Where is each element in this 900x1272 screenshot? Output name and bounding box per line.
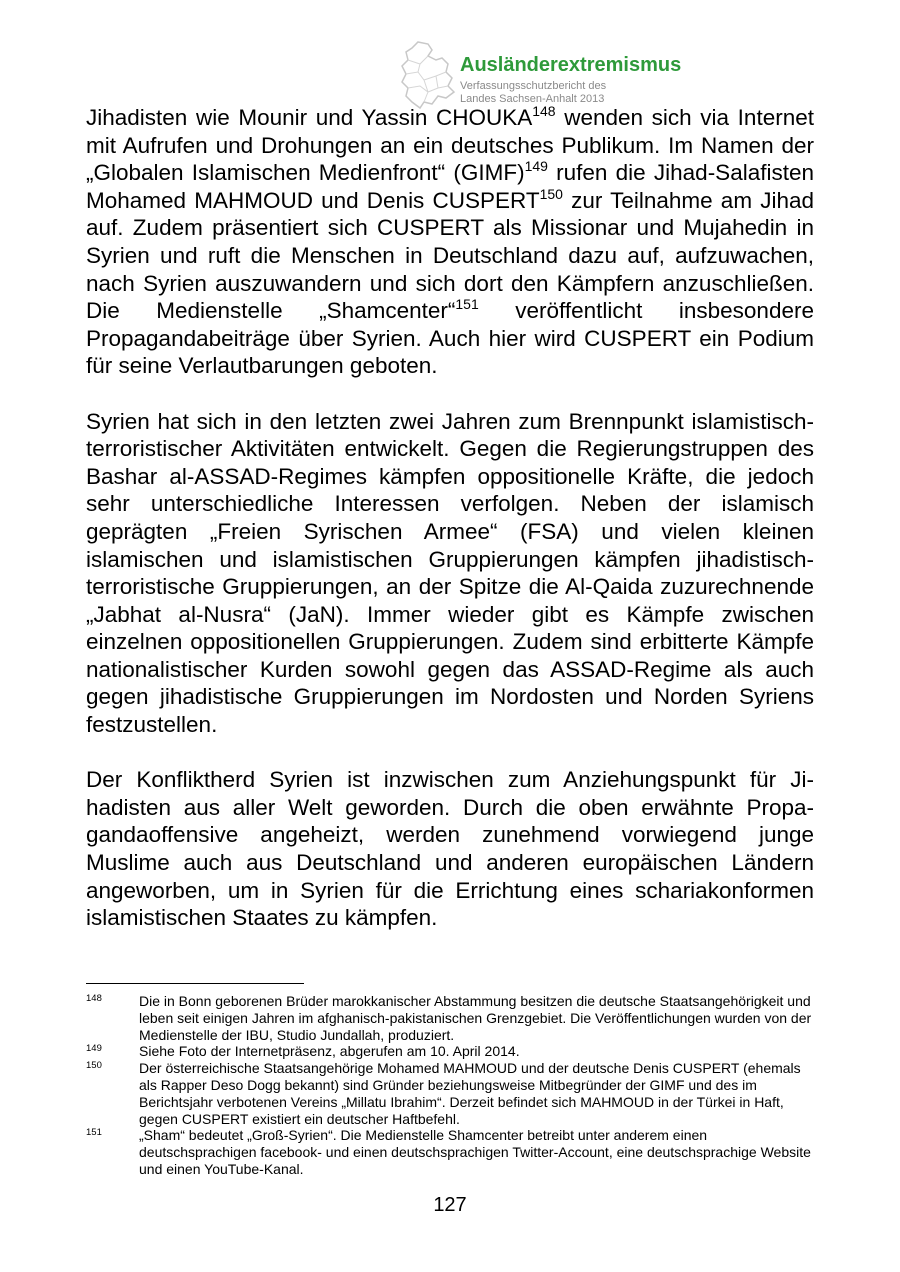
footnotes bbox=[86, 993, 814, 1178]
footnote-ref-150: 150 bbox=[539, 185, 563, 202]
report-subtitle-line1: Verfassungsschutzbericht des bbox=[460, 80, 607, 92]
paragraph-1: Jihadisten wie Mounir und Yassin CHOUKA$^{148}$ wenden sich via Internet mit Aufrufen und Drohungen an ein deutsches Publikum. Im Namen der „Globalen Islamischen Medienfront“ (GIMF)$^{149}$ rufen die Jihad-Salafisten Mohamed MAHMOUD und Denis CUSPERT$^{150}$ zur Teilnahme am Jihad auf. Zudem präsentiert sich CUSPERT als Missionar und Mujahedin in Syrien und ruft die Menschen in Deutschland dazu auf, aufzuwachen, nach Syrien auszuwandern und sich dort den Kämpfern anzuschließen. Die Medienstelle „Shamcenter“$^{151}$ veröffentlicht insbesondere Propagandabeiträge über Syrien. Auch hier wird CUSPERT ein Podium für seine Verlautbarungen geboten. bbox=[86, 103, 814, 379]
footnote-ref-149: 149 bbox=[524, 158, 548, 175]
footnote-148 bbox=[86, 993, 814, 1043]
footnote-ref-151: 151 bbox=[455, 296, 479, 313]
footnote-separator bbox=[86, 983, 304, 984]
footnote-150 bbox=[86, 1060, 814, 1127]
page-number: 127 bbox=[433, 1194, 467, 1216]
body-text bbox=[86, 104, 814, 959]
saxony-anhalt-map-icon bbox=[398, 40, 456, 110]
footnote-number: 151 bbox=[86, 1127, 102, 1139]
footnote-number: 150 bbox=[86, 1060, 102, 1072]
footnote-ref-148: 148 bbox=[532, 103, 556, 119]
footnote-text: Die in Bonn geborenen Brüder marokkanischer Abstammung besitzen die deutsche Staatsangehörigkeit und leben seit einigen Jahren im afghanisch-pakistanischen Grenzgebiet. Die Veröffentlichungen wurden von der Medienstelle der IBU, Studio Jundallah, produziert. bbox=[139, 993, 812, 1043]
footnote-text: „Sham“ bedeutet „Groß-Syrien“. Die Medienstelle Shamcenter betreibt unter anderem einen deutschsprachigen facebook- und einen deutschsprachigen Twitter-Account, eine deutschsprachige Website und einen YouTube-Kanal. bbox=[139, 1127, 811, 1177]
paragraph-2: Syrien hat sich in den letzten zwei Jahren zum Brennpunkt islamistisch-terroristischer Aktivitäten entwickelt. Gegen die Regierungstruppen des Bashar al-ASSAD-Regimes kämpfen oppositionelle Kräfte, die jedoch sehr unterschiedliche Interessen verfolgen. Neben der islamisch geprägten „Freien Syrischen Armee“ (FSA) und vielen kleinen islamischen und islamistischen Gruppierungen kämpfen jihadistisch-terroristische Gruppierungen, an der Spitze die Al-Qaida zuzurechnende „Jabhat al-Nusra“ (JaN). Immer wieder gibt es Kämpfe zwischen einzelnen oppositionellen Gruppierungen. Zudem sind erbitterte Kämpfe nationalistischer Kurden sowohl gegen das ASSAD-Regime als auch gegen jihadistische Gruppierungen im Nordosten und Norden Syriens festzustellen. bbox=[86, 408, 814, 738]
paragraph-3: Der Konfliktherd Syrien ist inzwischen zum Anziehungspunkt für Jihadisten aus aller Welt geworden. Durch die oben erwähnte Propagandaoffensive angeheizt, werden zunehmend vorwiegend junge Muslime auch aus Deutschland und anderen europäischen Ländern angeworben, um in Syrien für die Errichtung eines schariakonformen islamistischen Staates zu kämpfen. bbox=[86, 767, 814, 931]
footnote-151 bbox=[86, 1127, 814, 1177]
page-header bbox=[398, 40, 818, 110]
section-title: Ausländerextremismus bbox=[460, 54, 682, 76]
report-subtitle-line2: Landes Sachsen-Anhalt 2013 bbox=[460, 93, 605, 105]
footnote-text: Siehe Foto der Internetpräsenz, abgerufen am 10. April 2014. bbox=[139, 1043, 520, 1060]
footnote-number: 148 bbox=[86, 993, 102, 1004]
footnote-number: 149 bbox=[86, 1043, 102, 1055]
footnote-text: Der österreichische Staatsangehörige Mohamed MAHMOUD und der deutsche Denis CUSPERT (ehemals als Rapper Deso Dogg bekannt) sind Gründer beziehungsweise Mitbegründer der GIMF und des im Berichtsjahr verbotenen Vereins „Millatu Ibrahim“. Derzeit befindet sich MAHMOUD in der Türkei in Haft, gegen CUSPERT existiert ein deutscher Haftbefehl. bbox=[139, 1060, 801, 1127]
footnote-149 bbox=[86, 1043, 814, 1060]
